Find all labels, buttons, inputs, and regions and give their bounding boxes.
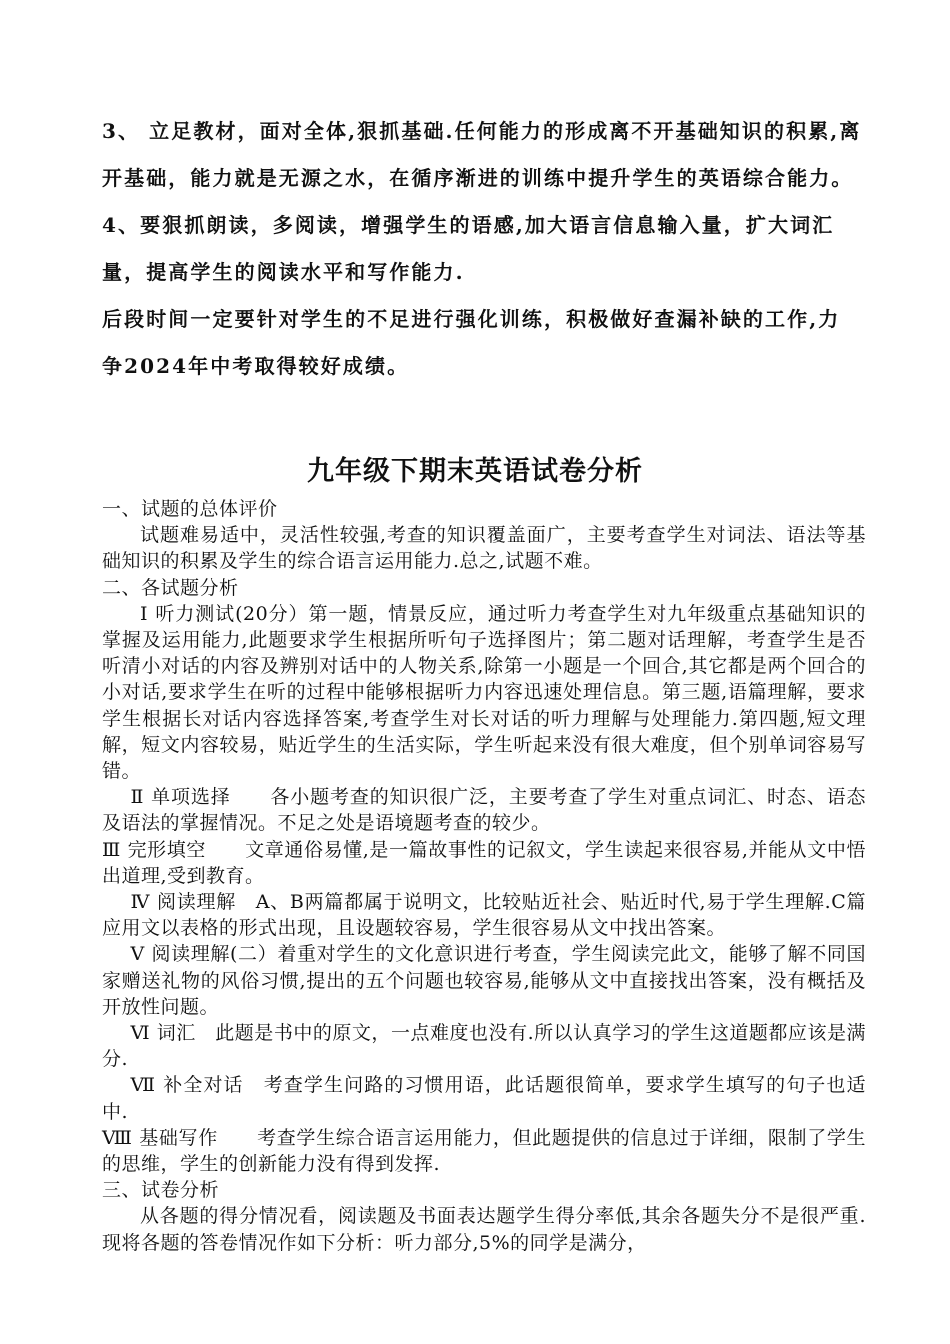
- item-cloze: Ⅲ 完形填空 文章通俗易懂,是一篇故事性的记叙文，学生读起来很容易,并能从文中悟出道理,受到教育。: [102, 838, 866, 887]
- intro-point-3: 3、 立足教材，面对全体,狠抓基础.任何能力的形成离不开基础知识的积累,离开基础，能力就是无源之水，在循序渐进的训练中提升学生的英语综合能力。: [102, 119, 862, 190]
- section-3-heading: 三、试卷分析: [102, 1179, 220, 1202]
- section-2-heading: 二、各试题分析: [102, 576, 239, 599]
- intro-section: [102, 108, 862, 390]
- item-single-choice: Ⅱ 单项选择 各小题考查的知识很广泛，主要考查了学生对重点词汇、时态、语态及语法的掌握情况。不足之处是语境题考查的较少。: [102, 786, 866, 835]
- section-3-text: 从各题的得分情况看，阅读题及书面表达题学生得分率低,其余各题失分不是很严重.现将各题的答卷情况作如下分析：听力部分,5%的同学是满分，: [102, 1205, 866, 1254]
- intro-point-4: 4、要狠抓朗读，多阅读，增强学生的语感,加大语言信息输入量，扩大词汇量，提高学生的阅读水平和写作能力.: [102, 213, 835, 284]
- item-dialogue: Ⅶ 补全对话 考查学生问路的习惯用语，此话题很简单，要求学生填写的句子也适中.: [102, 1074, 866, 1123]
- section-1-text: 试题难易适中，灵活性较强,考查的知识覆盖面广，主要考查学生对词法、语法等基础知识的积累及学生的综合语言运用能力.总之,试题不难。: [102, 524, 866, 573]
- intro-conclusion: 后段时间一定要针对学生的不足进行强化训练，积极做好查漏补缺的工作,力争2024年中考取得较好成绩。: [102, 307, 841, 378]
- document-title: 九年级下期末英语试卷分析: [307, 456, 643, 487]
- item-reading-1: Ⅳ 阅读理解 A、B两篇都属于说明文，比较贴近社会、贴近时代,易于学生理解.C篇应用文以表格的形式出现，且设题较容易，学生很容易从文中找出答案。: [102, 891, 866, 940]
- item-reading-2: Ⅴ 阅读理解(二）着重对学生的文化意识进行考查，学生阅读完此文，能够了解不同国家赠送礼物的风俗习惯,提出的五个问题也较容易,能够从文中直接找出答案，没有概括及开放性问题。: [102, 943, 866, 1018]
- analysis-body: [102, 496, 866, 1256]
- item-vocabulary: Ⅵ 词汇 此题是书中的原文，一点难度也没有.所以认真学习的学生这道题都应该是满分.: [102, 1022, 866, 1071]
- item-writing: Ⅷ 基础写作 考查学生综合语言运用能力，但此题提供的信息过于详细，限制了学生的思维，学生的创新能力没有得到发挥.: [102, 1126, 866, 1176]
- section-1-heading: 一、试题的总体评价: [102, 498, 278, 520]
- item-listening: Ⅰ 听力测试(20分）第一题，情景反应，通过听力考查学生对九年级重点基础知识的掌握及运用能力,此题要求学生根据所听句子选择图片；第二题对话理解，考查学生是否听清小对话的内容及辨别对话中的人物关系,除第一小题是一个回合,其它都是两个回合的小对话,要求学生在听的过程中能够根据听力内容迅速处理信息。第三题,语篇理解，要求学生根据长对话内容选择答案,考查学生对长对话的听力理解与处理能力.第四题,短文理解，短文内容较易，贴近学生的生活实际，学生听起来没有很大难度，但个别单词容易写错。: [102, 602, 866, 783]
